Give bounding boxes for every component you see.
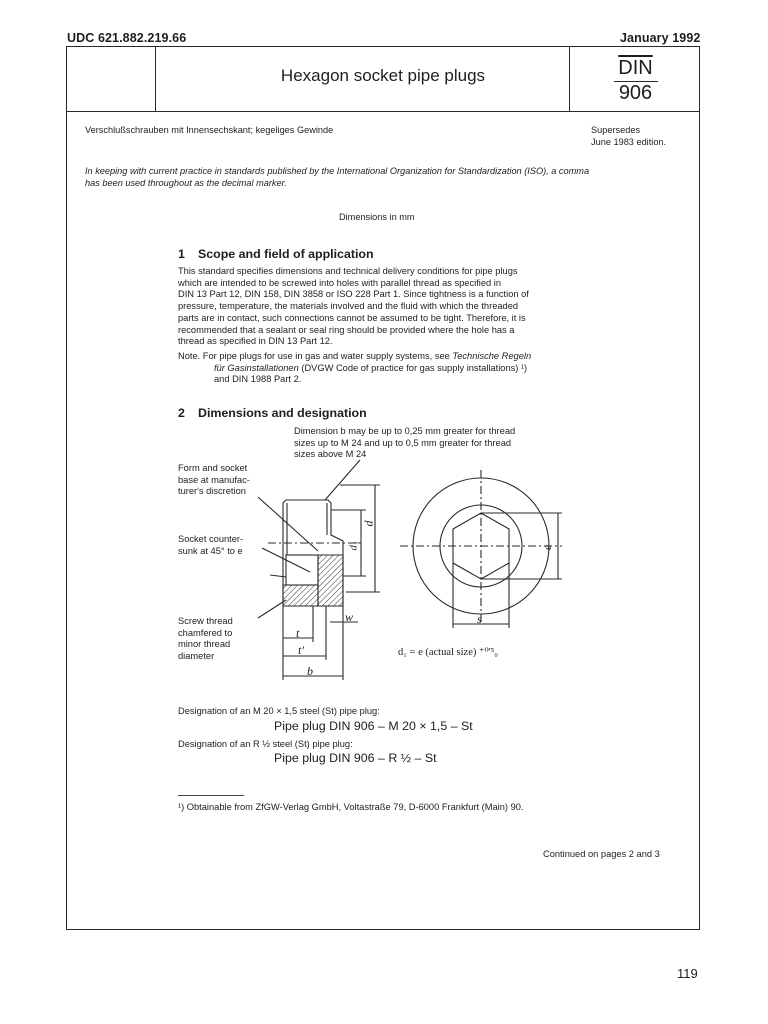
b-note-line: Dimension b may be up to 0,25 mm greater for thread [294, 426, 516, 436]
thread-label-line: minor thread [178, 639, 231, 650]
page-number: 119 [677, 966, 698, 981]
dimensions-note: Dimensions in mm [339, 212, 415, 222]
label-e: e [540, 544, 555, 551]
section-1-line: which are intended to be screwed into holes with parallel thread as specified in [178, 277, 501, 288]
leader-line [270, 575, 286, 577]
supersedes-edition: June 1983 edition. [591, 137, 667, 147]
section-1-line: parts are in contact, such connections cannot be assumed to be tight. Therefore, it is [178, 312, 526, 323]
section-1-line: DIN 13 Part 12, DIN 158, DIN 3858 or ISO 228 Part 1. Since tightness is a function of [178, 289, 529, 300]
label-d1: d₁ [347, 541, 360, 551]
thread-label-line: diameter [178, 650, 215, 661]
footnote: ¹) Obtainable from ZfGW-Verlag GmbH, Voltastraße 79, D-6000 Frankfurt (Main) 90. [178, 802, 524, 812]
form-label-line: base at manufac- [178, 474, 250, 485]
socket-cavity [286, 555, 318, 585]
label-s: s [477, 612, 482, 626]
label-w: w [345, 610, 354, 624]
section-1-line: This standard specifies dimensions and technical delivery conditions for pipe plugs [178, 266, 518, 276]
b-note-line: sizes above M 24 [294, 449, 367, 460]
socket-label-line: sunk at 45° to e [178, 545, 243, 556]
udc-number: UDC 621.882.219.66 [67, 31, 187, 45]
form-label-line: turer's discretion [178, 486, 246, 497]
label-t-prime: t' [298, 643, 304, 657]
iso-note-line-2: has been used throughout as the decimal marker. [85, 178, 287, 188]
din-label: $\overline{DIN}$ [618, 57, 653, 79]
note-italic: Technische Regeln [452, 351, 532, 361]
designation-line-2: Designation of an R ½ steel (St) pipe plug: [178, 739, 353, 749]
designation-example-1: Pipe plug DIN 906 – M 20 × 1,5 – St [274, 719, 473, 733]
hatched-section-base [283, 585, 318, 606]
leader-line [258, 600, 286, 618]
section-1-title: Scope and field of application [198, 247, 374, 261]
section-2-title: Dimensions and designation [198, 406, 367, 420]
footnote-separator [178, 795, 244, 796]
socket-label-line: Socket counter- [178, 534, 244, 544]
iso-note-line-1: In keeping with current practice in standards published by the International Organization for Standardization (ISO), a comma [85, 166, 590, 176]
thread-label-line: chamfered to [178, 627, 233, 638]
continued-note: Continued on pages 2 and 3 [543, 849, 660, 859]
din-number: 906 [614, 81, 658, 104]
note-line-2-italic: für Gasinstallationen [214, 362, 299, 373]
section-2-number: 2 [178, 406, 185, 420]
label-b: b [307, 664, 313, 678]
section-1-line: pressure, temperature, the materials involved and the fluid with which the threaded [178, 301, 519, 312]
b-note-line: sizes up to M 24 and up to 0,5 mm greater for thread [294, 437, 512, 448]
label-d: d [361, 520, 376, 527]
note-line-3: and DIN 1988 Part 2. [214, 374, 302, 385]
note-prefix: Note. For pipe plugs for use in gas and water supply systems, see [178, 351, 453, 361]
label-t: t [296, 626, 300, 640]
d1-formula: d₁ = e (actual size) ⁺⁰'⁵₀ [398, 647, 498, 658]
leader-line [325, 460, 360, 500]
german-title: Verschlußschrauben mit Innensechskant; kegeliges Gewinde [85, 125, 334, 135]
section-1-number: 1 [178, 247, 185, 261]
section-1-line: thread as specified in DIN 13 Part 12. [178, 336, 333, 347]
document-title: Hexagon socket pipe plugs [280, 66, 486, 85]
supersedes-label: Supersedes [591, 125, 641, 135]
designation-example-2: Pipe plug DIN 906 – R ½ – St [274, 751, 437, 765]
form-label-line: Form and socket [178, 463, 248, 473]
section-1-line: recommended that a sealant or seal ring should be provided where the hole has a [178, 324, 515, 335]
hatched-section [318, 555, 343, 606]
note-line-2-rest: (DVGW Code of practice for gas supply installations) ¹) [298, 362, 528, 373]
issue-date: January 1992 [620, 31, 701, 45]
thread-label-line: Screw thread [178, 616, 233, 626]
designation-line-1: Designation of an M 20 × 1,5 steel (St) pipe plug: [178, 706, 380, 716]
